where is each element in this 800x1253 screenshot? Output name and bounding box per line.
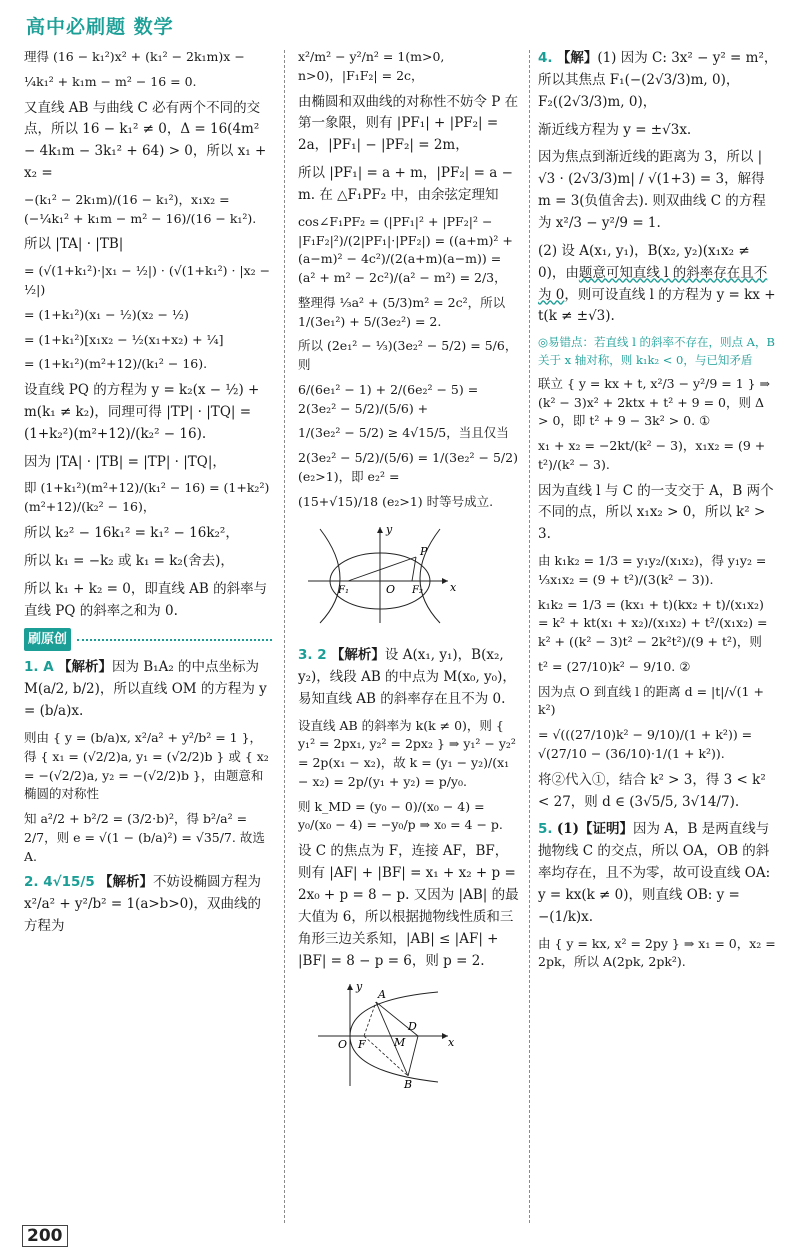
formula-line: (15+√15)/18 (e₂>1) 时等号成立. [298,493,494,509]
label-F1: F₁ [338,585,349,597]
original-section-header [24,628,272,651]
label-O: O [386,583,396,597]
formula-line: = √(((27/10)k² − 9/10)/(1 + k²)) = √(27/10 − (36/10)·1/(1 + k²)). [538,727,757,761]
paragraph: 将②代入①，结合 k² > 3，得 3 < k² < 27，则 d ∈ (3√5/5, 3√14/7). [538,771,766,810]
formula-line: 即 (1+k₁²)(m²+12)/(k₁² − 16) = (1+k₂²)(m²+12)/(k₂² − 16)， [24,480,270,515]
figure-ellipse-hyperbola [298,519,520,637]
formula-line: 理得 (16 − k₁²)x² + (k₁² − 2k₁m)x − [24,49,245,64]
label-A: A [378,988,386,1002]
highlighted-text: 题意可知直线 l 的斜率存在且不为 0 [538,264,768,303]
analysis-tag: 【解析】 [99,874,154,891]
answer-text: 不妨设椭圆方程为 x²/a² + y²/b² = 1(a>b>0)，双曲线的方程为 [24,874,262,935]
analysis-tag: 【解析】 [330,647,385,664]
formula-line: = (1+k₁²)(m²+12)/(k₁² − 16). [24,356,208,372]
question-number: 2. 4√15/5 [24,874,95,891]
formula-line: x²/m² − y²/n² = 1(m>0, n>0)，|F₁F₂| = 2c， [298,49,449,83]
original-badge: 刷原创 [24,628,71,651]
formula-line: 知 a²/2 + b²/2 = (3/2·b)²，得 b²/a² = 2/7，则 e = √(1 − (b/a)²) = √35/7. 故选 A. [24,811,269,864]
formula-line: = (1+k₁²)(x₁ − ½)(x₂ − ½) [24,306,189,322]
paragraph: 渐近线方程为 y = ±√3x. [538,121,692,138]
formula-line: = (1+k₁²)[x₁x₂ − ½(x₁+x₂) + ¼] [24,331,224,347]
figure-parabola [298,980,520,1098]
answer-text: 设 A(x₁, y₁)，B(x₂, y₂)，线段 AB 的中点为 M(x₀, y₀)，易知直线 AB 的斜率存在且不为 0. [298,647,516,707]
formula-line: 整理得 ⅓a² + (5/3)m² = 2c²，所以 1/(3e₁²) + 5/(3e₂²) = 2. [298,294,510,329]
ellipse-hyperbola-diagram [298,519,520,629]
paragraph: 设 C 的焦点为 F，连接 AF，BF，则有 |AF| + |BF| = x₁ + x₂ + p = 2x₀ + p = 8 − p. 又因为 |AB| 的最大值为 6，所以根据抛物线性质和三角形三边关系知，|AB| ≤ |AF| + |BF| = 8 − p = 6，则 p = 2. [298,843,519,969]
label-y: y [356,980,363,994]
label-F2: F₂ [412,585,423,597]
formula-line: 因为点 O 到直线 l 的距离 d = |t|/√(1 + k²) [538,683,768,718]
formula-line: 6/(6e₁² − 1) + 2/(6e₂² − 5) = 2(3e₂² − 5/2)/(5/6) + [298,381,483,416]
proof-tag: (1)【证明】 [556,821,633,838]
label-x: x [450,581,457,595]
label-P: P [420,545,428,559]
label-x: x [448,1036,455,1050]
formula-line: cos∠F₁PF₂ = (|PF₁|² + |PF₂|² − |F₁F₂|²)/(2|PF₁|·|PF₂|) = ((a+m)² + (a−m)² − 4c²)/(2(a+m)(a−m)) = (a² + m² − 2c²)/(a² − m²) = 2/3， [298,213,517,286]
page-header [26,6,786,46]
label-O: O [338,1038,348,1052]
label-D: D [408,1020,417,1034]
answer-3 [298,645,520,711]
column-3 [538,48,778,1225]
paragraph: 由椭圆和双曲线的对称性不妨令 P 在第一象限，则有 |PF₁| + |PF₂| = 2a，|PF₁| − |PF₂| = 2m， [298,93,519,154]
paragraph [538,241,778,328]
formula-line: 2(3e₂² − 5/2)/(5/6) = 1/(3e₂² − 5/2)(e₂>1)，即 e₂² = [298,450,518,484]
answer-2 [24,872,272,938]
formula-line: = (√(1+k₁²)·|x₁ − ½|) · (√(1+k₁²) · |x₂ − ½|) [24,263,275,298]
paragraph: 因为 |TA| · |TB| = |TP| · |TQ|， [24,453,226,470]
formula-line: 则 k_MD = (y₀ − 0)/(x₀ − 4) = y₀/(x₀ − 4) = −y₀/p ⇒ x₀ = 4 − p. [298,798,503,833]
question-number: 5. [538,821,553,838]
solution-tag: 【解】 [556,50,598,66]
formula-line: 联立 { y = kx + t, x²/3 − y²/9 = 1 } ⇒ (k² − 3)x² + 2ktx + t² + 9 = 0，则 Δ > 0，即 t² + 9 − 3k² > 0. ① [538,375,775,429]
label-F: F [358,1038,366,1052]
answer-text: (1) 因为 C: 3x² − y² = m²，所以其焦点 F₁(−(2√3/3)m, 0)，F₂((2√3/3)m, 0)， [538,50,778,110]
question-number: 4. [538,50,553,66]
column-divider [284,50,285,1223]
text-segment: ，则可设直线 l 的方程为 y = kx + t(k ≠ ±√3). [538,286,776,325]
column-2 [298,48,520,1225]
paragraph: 所以 |PF₁| = a + m，|PF₂| = a − m. 在 △F₁PF₂ 中，由余弦定理知 [298,165,513,203]
formula-line: 则由 { y = (b/a)x, x²/a² + y²/b² = 1 }，得 { x₁ = (√2/2)a, y₁ = (√2/2)b } 或 { x₂ = −(√2/2)a, y₂ = −(√2/2)b }，由题意和椭圆的对称性 [24,730,273,802]
answer-5 [538,819,778,928]
label-B: B [404,1078,413,1092]
formula-line: 所以 (2e₁² − ⅓)(3e₂² − 5/2) = 5/6，则 [298,338,518,373]
formula-line: −(k₁² − 2k₁m)/(16 − k₁²)，x₁x₂ = (−¼k₁² + k₁m − m² − 16)/(16 − k₁²). [24,191,257,226]
paragraph: 所以 k₂² − 16k₁² = k₁² − 16k₂²， [24,524,239,541]
answer-text: 因为 A，B 是两直线与抛物线 C 的交点，所以 OA，OB 的斜率均存在，且不为零，故可设直线 OA: y = kx(k ≠ 0)，则直线 OB: y = −(1/k)x. [538,821,771,925]
formula-line: 设直线 AB 的斜率为 k(k ≠ 0)，则 { y₁² = 2px₁, y₂² = 2px₂ } ⇒ y₁² − y₂² = 2p(x₁ − x₂)，故 k = (y₁ − y₂)/(x₁ − x₂) = 2p/(y₁ + y₂) = p/y₀. [298,717,520,789]
label-y: y [386,523,393,537]
text-segment: (2) 设 A(x₁, y₁)，B(x₂, y₂)(x₁x₂ ≠ 0)，由 [538,242,750,281]
error-prone-note: ◎易错点：若直线 l 的斜率不存在，则点 A，B 关于 x 轴对称，则 k₁k₂ < 0，与已知矛盾 [538,335,775,367]
column-divider [529,50,530,1223]
formula-line: k₁k₂ = 1/3 = (kx₁ + t)(kx₂ + t)/(x₁x₂) = k² + kt(x₁ + x₂)/(x₁x₂) + t²/(x₁x₂) = k² + ((k² − 3)t² − 2k²t²)/(9 + t²)，则 [538,596,772,650]
page-number: 200 [22,1225,68,1247]
paragraph: 设直线 PQ 的方程为 y = k₂(x − ½) + m(k₁ ≠ k₂)，同理可得 |TP| · |TQ| = (1+k₂²)(m²+12)/(k₂² − 16). [24,382,260,442]
paragraph: 所以 k₁ = −k₂ 或 k₁ = k₂(舍去)， [24,552,234,569]
formula-line: 由 { y = kx, x² = 2py } ⇒ x₁ = 0，x₂ = 2pk，所以 A(2pk, 2pk²). [538,935,780,970]
parabola-diagram [298,980,520,1090]
answer-text: 因为 B₁A₂ 的中点坐标为 M(a/2, b/2)，所以直线 OM 的方程为 y = (b/a)x. [24,659,267,720]
paragraph: 因为直线 l 与 C 的一支交于 A，B 两个不同的点，所以 x₁x₂ > 0，所以 k² > 3. [538,482,774,543]
paragraph: 因为焦点到渐近线的距离为 3，所以 |√3 · (2√3/3)m| / √(1+3) = 3，解得 m = 3(负值舍去). 则双曲线 C 的方程为 x²/3 − y²/9 = 1. [538,149,766,232]
formula-line: 由 k₁k₂ = 1/3 = y₁y₂/(x₁x₂)，得 y₁y₂ = ⅓x₁x₂ = (9 + t²)/(3(k² − 3)). [538,553,771,587]
column-1 [24,48,275,1225]
formula-line: x₁ + x₂ = −2kt/(k² − 3)，x₁x₂ = (9 + t²)/(k² − 3). [538,438,770,472]
formula-line: t² = (27/10)k² − 9/10. ② [538,658,691,674]
paragraph: 所以 |TA| · |TB| [24,236,124,253]
book-title: 高中必刷题 数学 [26,16,174,38]
paragraph: 所以 k₁ + k₂ = 0，即直线 AB 的斜率与直线 PQ 的斜率之和为 0. [24,580,268,619]
formula-line: ¼k₁² + k₁m − m² − 16 = 0. [24,73,197,89]
dotted-rule [77,638,272,641]
answer-4 [538,48,778,114]
analysis-tag: 【解析】 [57,659,112,676]
paragraph: 又直线 AB 与曲线 C 必有两个不同的交点，所以 16 − k₁² ≠ 0，Δ = 16(4m² − 4k₁m − 3k₁² + 64) > 0，所以 x₁ + x₂ = [24,99,267,182]
label-M: M [394,1036,406,1050]
question-number: 1. A [24,659,54,676]
formula-line: 1/(3e₂² − 5/2) ≥ 4√15/5，当且仅当 [298,425,509,441]
question-number: 3. 2 [298,647,327,664]
answer-1 [24,657,272,723]
